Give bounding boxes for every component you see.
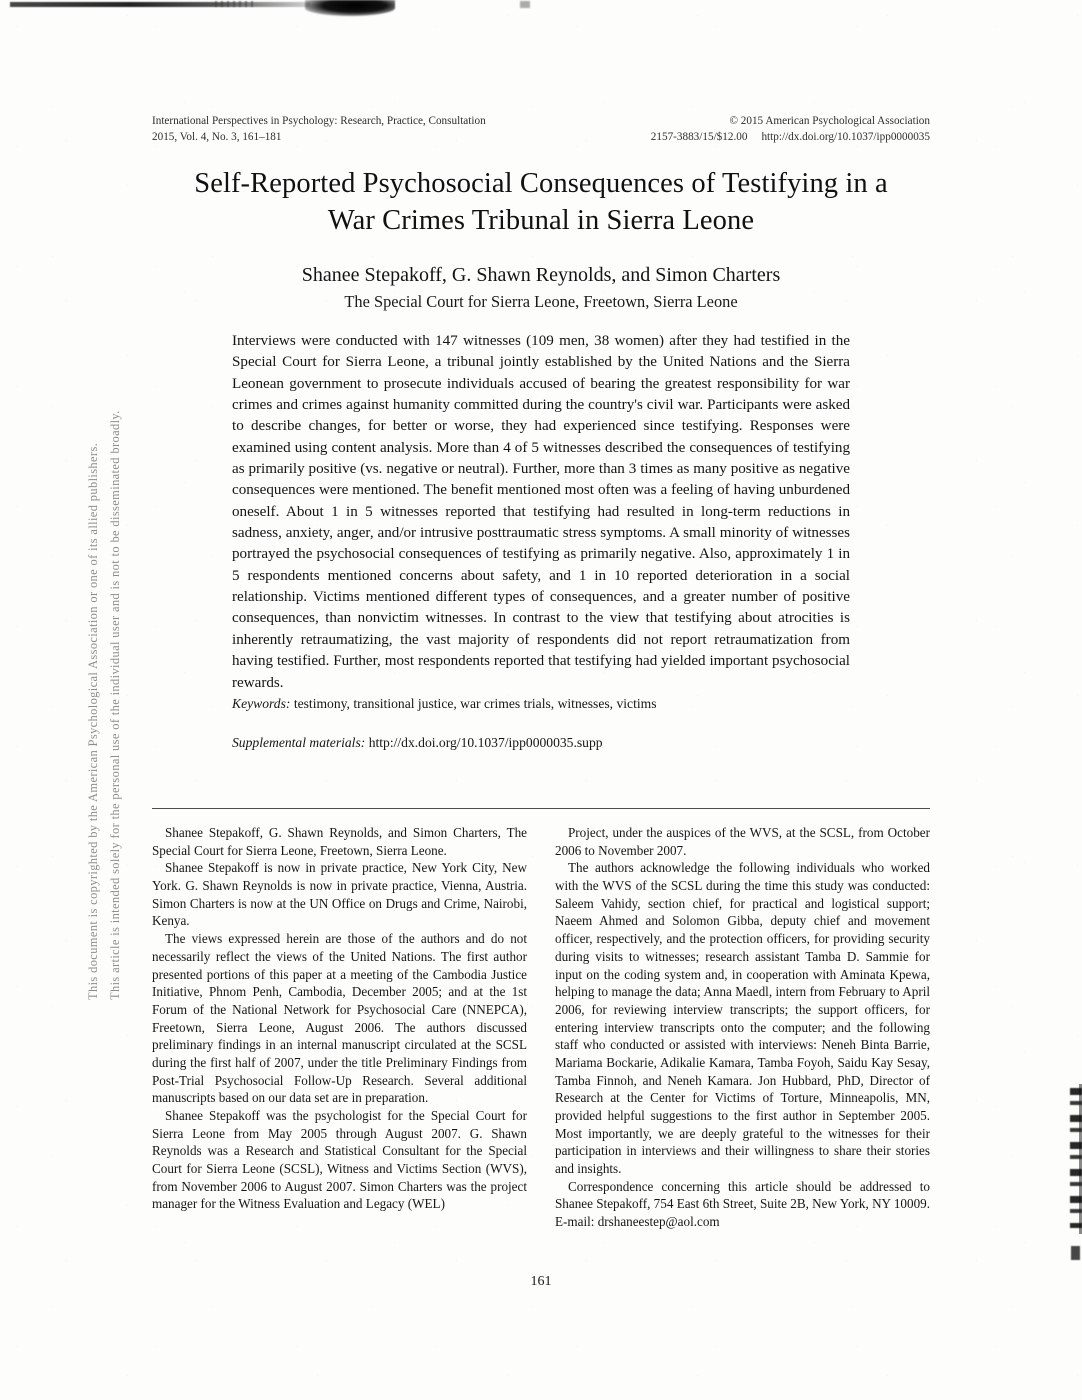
supplemental-label: Supplemental materials:: [232, 735, 366, 750]
author-note: [152, 824, 930, 1231]
footnote-paragraph: Shanee Stepakoff, G. Shawn Reynolds, and Simon Charters, The Special Court for Sierra Leone, Freetown, Sierra Leone.: [152, 825, 527, 858]
page-title: [152, 165, 930, 240]
keywords-label: Keywords:: [232, 696, 291, 711]
masthead: [152, 113, 930, 145]
journal-volume-line: 2015, Vol. 4, No. 3, 161–181: [152, 131, 282, 144]
keywords-line: [232, 694, 850, 714]
doi-link[interactable]: http://dx.doi.org/10.1037/ipp0000035: [761, 131, 930, 144]
copyright-side-note-personal-use: This article is intended solely for the personal use of the individual user and is not to be disseminated broadly.: [108, 410, 122, 1000]
scan-artifact-right-edge-mark-low: [1071, 1246, 1080, 1260]
supplemental-materials-line: [232, 733, 850, 753]
copyright-side-note-publisher: This document is copyrighted by the American Psychological Association or one of its allied publishers.: [86, 442, 100, 1000]
correspondence-paragraph: Correspondence concerning this article should be addressed to Shanee Stepakoff, 754 East 6th Street, Suite 2B, New York, NY 10009. E-mail: drshaneestep@aol.com: [555, 1178, 930, 1230]
byline: [152, 262, 930, 314]
footnote-paragraph: The authors acknowledge the following individuals who worked with the WVS of the SCSL during the time this study was conducted: Saleem Vahidy, section chief, for practical and logistical support; Naeem Ahmed and Solomon Gibba, deputy chief and movement officer, respectively, and the protection officers, for providing security during visits to witnesses; research assistant Tamba D. Sammie for input on the coding system and, in cooperation with Aminata Kpewa, helping to manage the data; Anna Maedl, intern from February to April 2006, for reviewing interview transcripts; the support officers, for entering interview transcripts onto the computer; and the following staff who conducted or assisted with interviews: Neneh Binta Barrie, Mariama Bockarie, Adikalie Kamara, Tamba Foyoh, Saidu Kay Sesay, Tamba Finnoh, and Neneh Kamara. Jon Hubbard, PhD, Director of Research at the Center for Victims of Torture, Minneapolis, MN, provided helpful suggestions to the first author in September 2005. Most importantly, we are deeply grateful to the witnesses for their participation in interviews and their willingness to share their stories and insights.: [555, 860, 930, 1177]
issn-doi-line: [651, 129, 930, 145]
masthead-journal-info: [152, 113, 486, 145]
supplemental-link[interactable]: http://dx.doi.org/10.1037/ipp0000035.supp: [368, 735, 603, 750]
scan-artifact-top-blob: [305, 0, 395, 16]
title-line-1: Self-Reported Psychosocial Consequences of Testifying in a: [194, 168, 888, 199]
footnote-paragraph: Project, under the auspices of the WVS, at the SCSL, from October 2006 to November 2007.: [555, 825, 930, 858]
abstract: Interviews were conducted with 147 witnesses (109 men, 38 women) after they had testified in the Special Court for Sierra Leone, a tribunal jointly established by the United Nations and the Sierra Leonean government to prosecute individuals accused of bearing the greatest responsibility for war crimes and crimes against humanity committed during the country's civil war. Participants were asked to describe changes, for better or worse, they had experienced since testifying. Responses were examined using content analysis. More than 4 of 5 witnesses described the consequences of testifying as primarily positive (vs. negative or neutral). Further, more than 3 times as many positive as negative consequences were mentioned. The benefit mentioned most often was a feeling of having unburdened oneself. About 1 in 5 witnesses reported that testifying had resulted in long-term reductions in sadness, anxiety, anger, and/or intrusive posttraumatic stress symptoms. A small minority of witnesses portrayed the psychosocial consequences of testifying as primarily negative. Also, approximately 1 in 5 respondents mentioned concerns about safety, and 1 in 10 reported deterioration in a social relationship. Victims mentioned different types of consequences, and a greater number of positive consequences, than nonvictim witnesses. In contrast to the view that testifying about atrocities is inherently retraumatizing, the vast majority of respondents did not report retraumatization from having testified. Further, most respondents reported that testifying had yielded important psychosocial rewards.: [232, 333, 850, 691]
copyright-line: © 2015 American Psychological Association: [729, 115, 930, 127]
author-note-column-left: [152, 824, 527, 1231]
masthead-copyright-info: [651, 113, 930, 145]
journal-title: International Perspectives in Psychology: Research, Practice, Consultation: [152, 115, 486, 127]
scan-artifact-right-edge-marks: [1070, 1088, 1082, 1228]
title-line-2: War Crimes Tribunal in Sierra Leone: [327, 205, 755, 237]
author-list: Shanee Stepakoff, G. Shawn Reynolds, and Simon Charters: [301, 264, 781, 286]
footnote-paragraph: The views expressed herein are those of the authors and do not necessarily reflect the views of the United Nations. The first author presented portions of this paper at a meeting of the Cambodia Justice Initiative, Phnom Penh, Cambodia, December 2005; and at the 1st Forum of the National Network for Psychosocial Care (NNEPCA), Freetown, Sierra Leone, August 2006. The authors discussed preliminary findings in an internal manuscript circulated at the SCSL during the first half of 2007, under the title Preliminary Findings from Post-Trial Psychosocial Follow-Up Research. Several additional manuscripts based on our data set are in preparation.: [152, 931, 527, 1106]
keywords-value: testimony, transitional justice, war crimes trials, witnesses, victims: [293, 696, 657, 711]
footnote-paragraph: Shanee Stepakoff is now in private practice, New York City, New York. G. Shawn Reynolds is now in private practice, Vienna, Austria. Simon Charters is now at the UN Office on Drugs and Crime, Nairobi, Kenya.: [152, 860, 527, 929]
scan-artifact-top-dots: [215, 1, 255, 7]
author-affiliation: The Special Court for Sierra Leone, Freetown, Sierra Leone: [344, 292, 738, 311]
scan-artifact-top-tick: [520, 1, 530, 8]
author-note-column-right: [555, 824, 930, 1231]
footnote-paragraph: Shanee Stepakoff was the psychologist for the Special Court for Sierra Leone from May 2005 through August 2007. G. Shawn Reynolds was a Research and Statistical Consultant for the Special Court for Sierra Leone (SCSL), Witness and Victims Section (WVS), from November 2006 to August 2007. Simon Charters was the project manager for the Witness Evaluation and Legacy (WEL): [152, 1108, 527, 1212]
page-number: 161: [530, 1274, 552, 1289]
issn-price: 2157-3883/15/$12.00: [650, 131, 748, 144]
scan-artifact-top-bar: [10, 2, 310, 7]
footnote-separator-rule: [152, 808, 930, 809]
